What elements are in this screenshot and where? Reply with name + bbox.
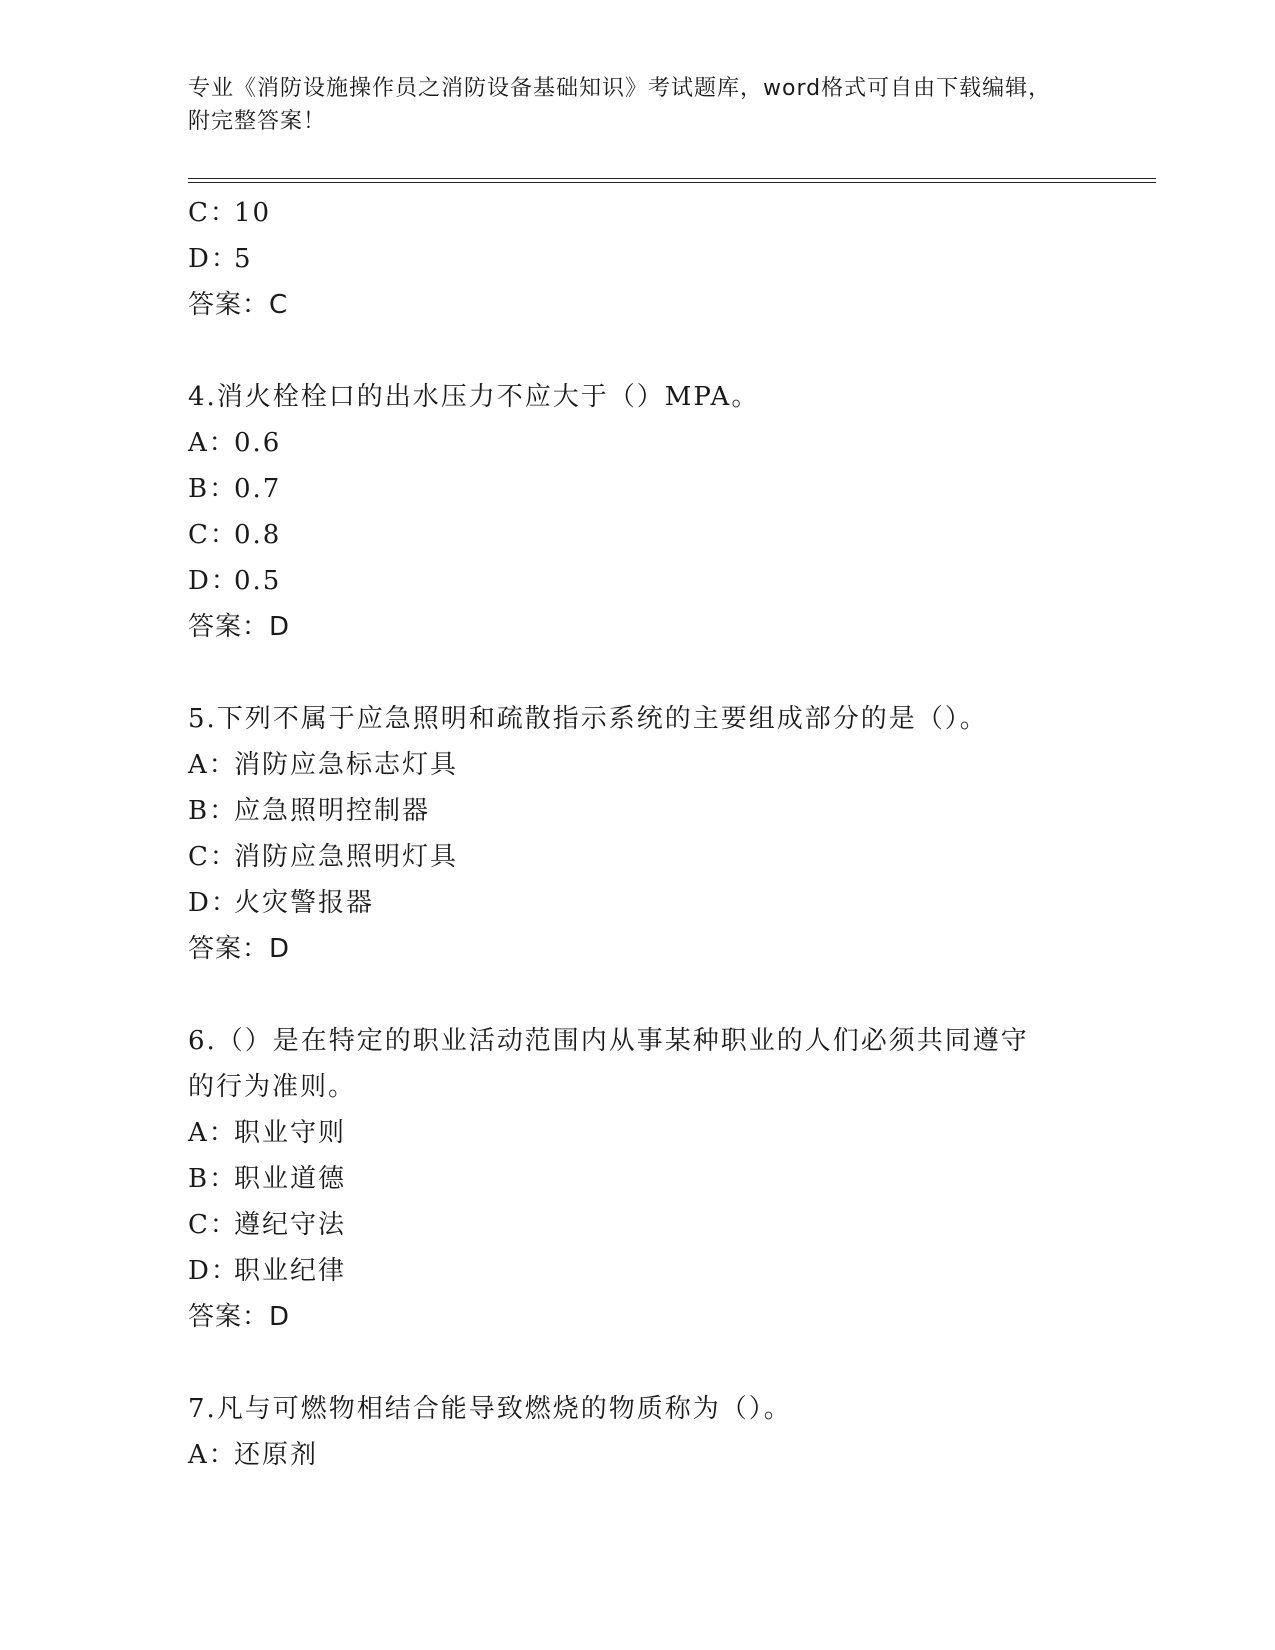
document-title: 专业《消防设施操作员之消防设备基础知识》考试题库，word格式可自由下载编辑，附完整答案！	[188, 76, 1052, 134]
question-stem: 5.下列不属于应急照明和疏散指示系统的主要组成部分的是（）。	[188, 704, 988, 734]
question-6	[188, 1018, 1068, 1340]
option-c: C：消防应急照明灯具	[188, 842, 459, 872]
option-a: A：还原剂	[188, 1440, 319, 1470]
option-d: D：火灾警报器	[188, 888, 375, 918]
option-b: B：职业道德	[188, 1164, 347, 1194]
option-c: C：0.8	[188, 520, 282, 550]
document-header	[188, 72, 1068, 138]
question-5	[188, 696, 1068, 972]
option-c: C：10	[188, 198, 272, 228]
option-a: A：0.6	[188, 428, 282, 458]
header-divider	[188, 178, 1156, 183]
question-stem-line-1: 6.（）是在特定的职业活动范围内从事某种职业的人们必须共同遵守	[188, 1026, 1029, 1056]
question-fragment	[188, 190, 1068, 328]
option-d: D：0.5	[188, 566, 282, 596]
option-c: C：遵纪守法	[188, 1210, 347, 1240]
question-stem: 4.消火栓栓口的出水压力不应大于（）MPA。	[188, 382, 760, 412]
answer-line: 答案：D	[188, 1302, 291, 1332]
question-stem: 7.凡与可燃物相结合能导致燃烧的物质称为（）。	[188, 1394, 792, 1424]
spacer	[188, 650, 1068, 696]
spacer	[188, 1340, 1068, 1386]
spacer	[188, 972, 1068, 1018]
question-7	[188, 1386, 1068, 1478]
question-list	[188, 190, 1068, 1478]
question-4	[188, 374, 1068, 650]
option-d: D：5	[188, 244, 253, 274]
option-a: A：职业守则	[188, 1118, 347, 1148]
spacer	[188, 328, 1068, 374]
answer-line: 答案：D	[188, 934, 291, 964]
option-b: B：0.7	[188, 474, 282, 504]
answer-line: 答案：D	[188, 612, 291, 642]
option-b: B：应急照明控制器	[188, 796, 431, 826]
question-stem-line-2: 的行为准则。	[188, 1072, 357, 1102]
option-d: D：职业纪律	[188, 1256, 347, 1286]
answer-line: 答案：C	[188, 290, 289, 320]
option-a: A：消防应急标志灯具	[188, 750, 459, 780]
